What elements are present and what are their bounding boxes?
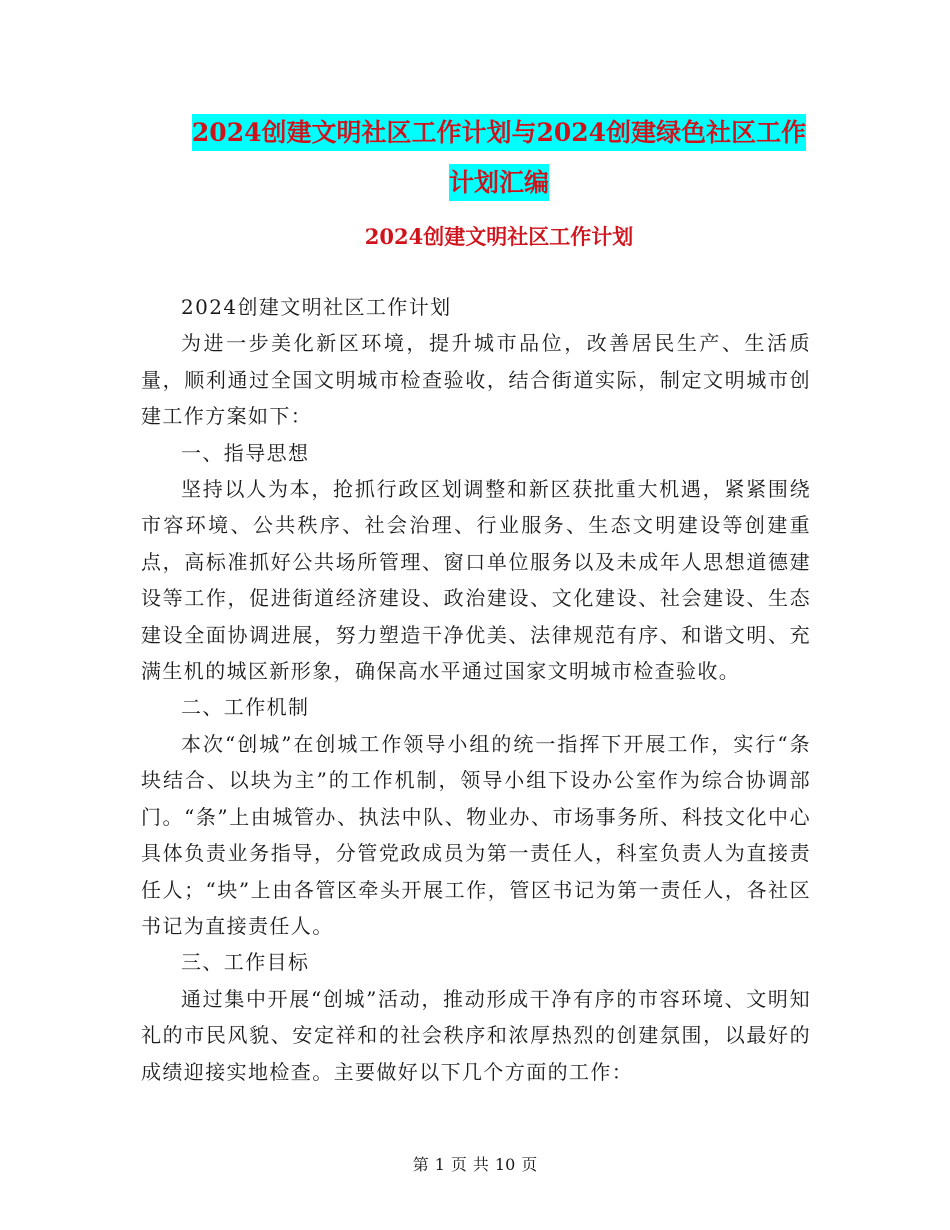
footer-label-unit2: 页 bbox=[521, 1155, 538, 1174]
paragraph-work-goals: 通过集中开展“创城”活动，推动形成干净有序的市容环境、文明知礼的市民风貌、安定祥和的社会秩序和浓厚热烈的创建氛围，以最好的成绩迎接实地检查。主要做好以下几个方面的工作： bbox=[141, 986, 811, 1084]
document-title bbox=[140, 108, 858, 208]
footer-total-pages: 10 bbox=[494, 1155, 516, 1174]
footer-current-page: 1 bbox=[434, 1155, 445, 1174]
paragraph-work-mechanism: 本次“创城”在创城工作领导小组的统一指挥下开展工作，实行“条块结合、以块为主”的工作机制，领导小组下设办公室作为综合协调部门。“条”上由城管办、执法中队、物业办、市场事务所、科技文化中心具体负责业务指导，分管党政成员为第一责任人，科室负责人为直接责任人；“块”上由各管区牵头开展工作，管区书记为第一责任人，各社区书记为直接责任人。 bbox=[141, 731, 811, 938]
footer-label-page: 第 bbox=[412, 1155, 429, 1174]
heading-work-goals: 三、工作目标 bbox=[181, 950, 310, 975]
paragraph-plan-title: 2024创建文明社区工作计划 bbox=[181, 295, 452, 319]
section-title: 2024创建文明社区工作计划 bbox=[364, 224, 634, 249]
heading-work-mechanism: 二、工作机制 bbox=[181, 695, 310, 720]
heading-guiding-ideology: 一、指导思想 bbox=[181, 440, 310, 465]
paragraph-guiding-ideology: 坚持以人为本，抢抓行政区划调整和新区获批重大机遇，紧紧围绕市容环境、公共秩序、社会治理、行业服务、生态文明建设等创建重点，高标准抓好公共场所管理、窗口单位服务以及未成年人思想道德建设等工作，促进街道经济建设、政治建设、文化建设、社会建设、生态建设全面协调进展，努力塑造干净优美、法律规范有序、和谐文明、充满生机的城区新形象，确保高水平通过国家文明城市检查验收。 bbox=[141, 477, 811, 684]
footer-label-unit: 页 bbox=[450, 1155, 467, 1174]
page-footer bbox=[0, 1155, 950, 1175]
title-line-1: 2024创建文明社区工作计划与2024创建绿色社区工作 bbox=[192, 114, 806, 151]
footer-label-total: 共 bbox=[472, 1155, 489, 1174]
document-body bbox=[141, 289, 811, 1090]
title-line-2: 计划汇编 bbox=[449, 164, 549, 201]
paragraph-intro: 为进一步美化新区环境，提升城市品位，改善居民生产、生活质量，顺利通过全国文明城市检查验收，结合街道实际，制定文明城市创建工作方案如下： bbox=[141, 331, 811, 429]
